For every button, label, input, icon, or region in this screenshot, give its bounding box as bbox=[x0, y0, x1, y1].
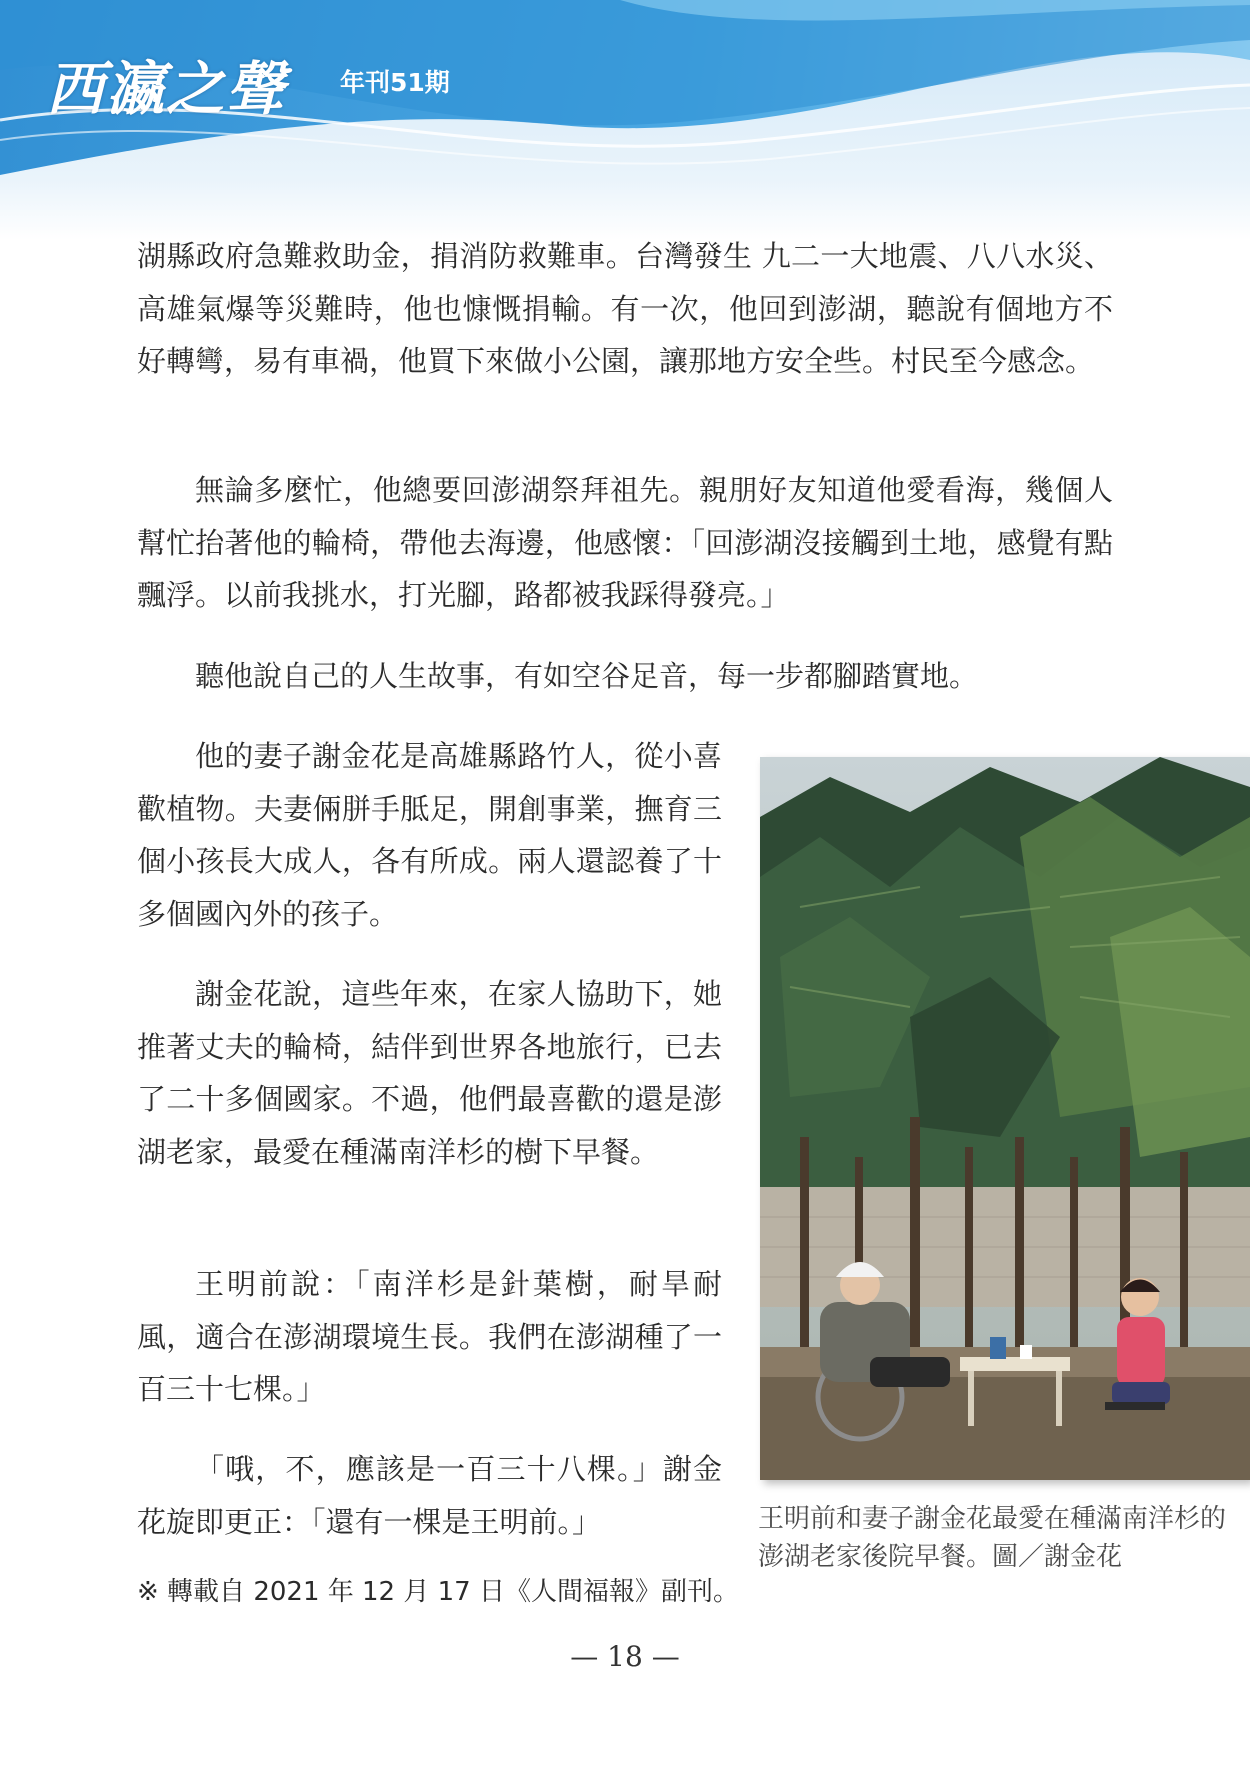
article-paragraph-3: 聽他說自己的人生故事，有如空谷足音，每一步都腳踏實地。 bbox=[195, 659, 979, 693]
photo-caption: 王明前和妻子謝金花最愛在種滿南洋杉的澎湖老家後院早餐。圖／謝金花 bbox=[758, 1504, 1227, 1572]
masthead-title: 西瀛之聲 bbox=[46, 55, 287, 123]
issue-label: 年刊51期 bbox=[340, 68, 450, 97]
page-number: — 18 — bbox=[570, 1640, 680, 1673]
article-paragraph-5: 謝金花說，這些年來，在家人協助下，她推著丈夫的輪椅，結伴到世界各地旅行，已去了二十多個國家。不過，他們最喜歡的還是澎湖老家，最愛在種滿南洋杉的樹下早餐。 bbox=[137, 977, 722, 1169]
article-photo bbox=[760, 757, 1250, 1480]
article-paragraph-1: 湖縣政府急難救助金，捐消防救難車。台灣發生 九二一大地震、八八水災、高雄氣爆等災難時，他也慷慨捐輸。有一次，他回到澎湖，聽說有個地方不好轉彎，易有車禍，他買下來做小公園，讓那地方安全些。村民至今感念。 bbox=[137, 239, 1113, 378]
article-paragraph-6: 王明前說：「南洋杉是針葉樹，耐旱耐風，適合在澎湖環境生長。我們在澎湖種了一百三十七棵。」 bbox=[137, 1267, 722, 1406]
photo-araucaria-breakfast bbox=[760, 757, 1250, 1480]
masthead-banner bbox=[0, 0, 1250, 240]
article-paragraph-7: 「哦，不，應該是一百三十八棵。」謝金花旋即更正：「還有一棵是王明前。」 bbox=[137, 1452, 722, 1539]
article-paragraph-2: 無論多麼忙，他總要回澎湖祭拜祖先。親朋好友知道他愛看海，幾個人幫忙抬著他的輪椅，帶他去海邊，他感懷：「回澎湖沒接觸到土地，感覺有點飄浮。以前我挑水，打光腳，路都被我踩得發亮。」 bbox=[137, 473, 1113, 612]
source-note: ※ 轉載自 2021 年 12 月 17 日《人間福報》副刊。 bbox=[137, 1577, 739, 1607]
article-paragraph-4: 他的妻子謝金花是高雄縣路竹人，從小喜歡植物。夫妻倆胼手胝足，開創事業，撫育三個小孩長大成人，各有所成。兩人還認養了十多個國內外的孩子。 bbox=[137, 739, 722, 931]
